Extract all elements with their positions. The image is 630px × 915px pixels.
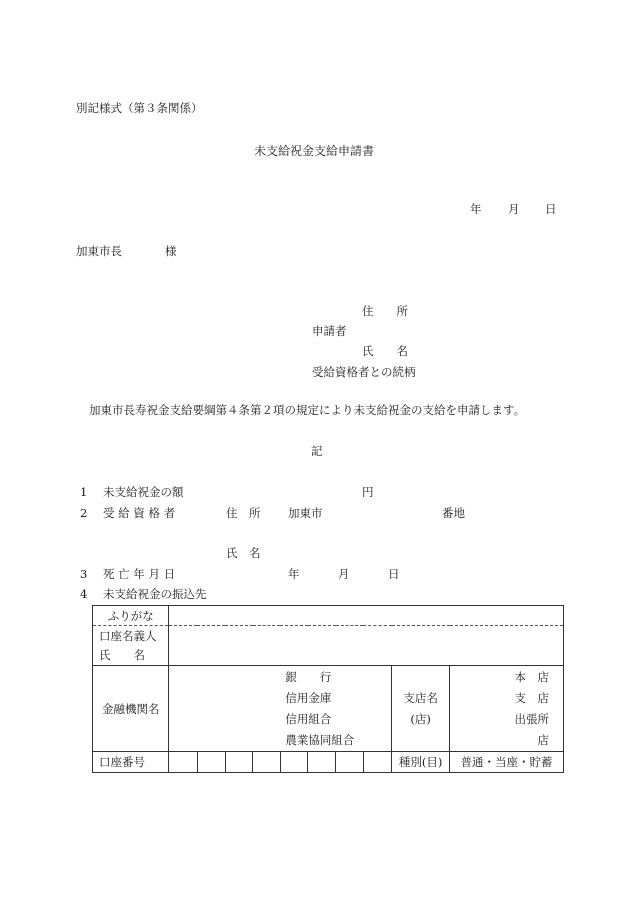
item3-number: 3 [80, 567, 88, 581]
branch-label-cell [392, 666, 450, 752]
item2-number: 2 [80, 506, 88, 520]
account-holder-field[interactable] [169, 626, 564, 666]
account-type-label: 種別(目) [392, 752, 450, 773]
account-digit-box[interactable] [336, 752, 364, 773]
applicant-address-label: 住 所 [362, 304, 408, 318]
account-digit-box[interactable] [225, 752, 253, 773]
institution-label: 金融機関名 [93, 666, 169, 752]
institution-field[interactable] [169, 666, 392, 752]
account-digit-box[interactable] [363, 752, 392, 773]
item2-city: 加東市 [288, 506, 323, 520]
account-digit-box[interactable] [169, 752, 198, 773]
item4-label: 未支給祝金の振込先 [103, 587, 207, 601]
bank-type-ja: 農業協同組合 [285, 732, 355, 747]
item2-banchi: 番地 [442, 506, 465, 520]
bank-type-bank: 銀 行 [285, 669, 332, 684]
branch-label: 支店名 [403, 690, 438, 705]
item3-month-label: 月 [338, 567, 350, 581]
account-holder-label-line1: 口座名義人 [99, 628, 157, 643]
date-day-label: 日 [545, 202, 557, 216]
item2-address-label: 住 所 [226, 506, 261, 520]
branch-sub-label: (店) [410, 711, 431, 726]
branch-field[interactable] [450, 666, 564, 752]
branch-type-main: 本 店 [514, 669, 549, 684]
item1-unit: 円 [362, 485, 374, 499]
applicant-label: 申請者 [312, 324, 347, 338]
account-holder-row [93, 626, 564, 666]
furigana-row [93, 606, 564, 626]
item1-number: 1 [80, 485, 88, 499]
branch-type-store: 店 [537, 732, 549, 747]
bank-type-list [285, 667, 391, 751]
bank-type-shinkin: 信用金庫 [285, 690, 332, 705]
item1-label: 未支給祝金の額 [103, 485, 184, 499]
addressee-honorific: 様 [165, 244, 177, 258]
item2-label: 受 給 資 格 者 [103, 506, 176, 520]
account-digit-box[interactable] [197, 752, 225, 773]
institution-row [93, 666, 564, 752]
date-month-label: 月 [508, 202, 520, 216]
furigana-field[interactable] [169, 606, 564, 626]
relationship-label: 受給資格者との続柄 [312, 365, 416, 379]
item3-label: 死 亡 年 月 日 [103, 567, 176, 581]
account-digit-box[interactable] [280, 752, 308, 773]
form-reference: 別記様式（第３条関係） [76, 101, 203, 115]
account-holder-label [93, 626, 169, 666]
item2-name-label: 氏 名 [226, 546, 261, 560]
furigana-label: ふりがな [93, 606, 169, 626]
item3-year-label: 年 [288, 567, 300, 581]
bank-transfer-table [92, 605, 564, 773]
form-title: 未支給祝金支給申請書 [254, 144, 375, 158]
account-number-row [93, 752, 564, 773]
branch-type-sub-office: 出張所 [514, 711, 549, 726]
account-number-label: 口座番号 [93, 752, 169, 773]
date-year-label: 年 [470, 202, 482, 216]
item4-number: 4 [80, 587, 88, 601]
bank-type-credit-union: 信用組合 [285, 711, 332, 726]
applicant-name-label: 氏 名 [362, 344, 408, 358]
account-type-options[interactable]: 普通・当座・貯蓄 [450, 752, 564, 773]
account-digit-box[interactable] [308, 752, 336, 773]
application-statement: 加東市長寿祝金支給要綱第４条第２項の規定により未支給祝金の支給を申請します。 [89, 403, 526, 417]
account-holder-label-line2: 氏 名 [99, 647, 145, 662]
branch-type-branch: 支 店 [514, 690, 549, 705]
item3-day-label: 日 [388, 567, 400, 581]
branch-type-list [450, 667, 549, 751]
addressee: 加東市長 [76, 244, 122, 258]
ki-heading: 記 [311, 444, 323, 458]
account-digit-box[interactable] [253, 752, 281, 773]
